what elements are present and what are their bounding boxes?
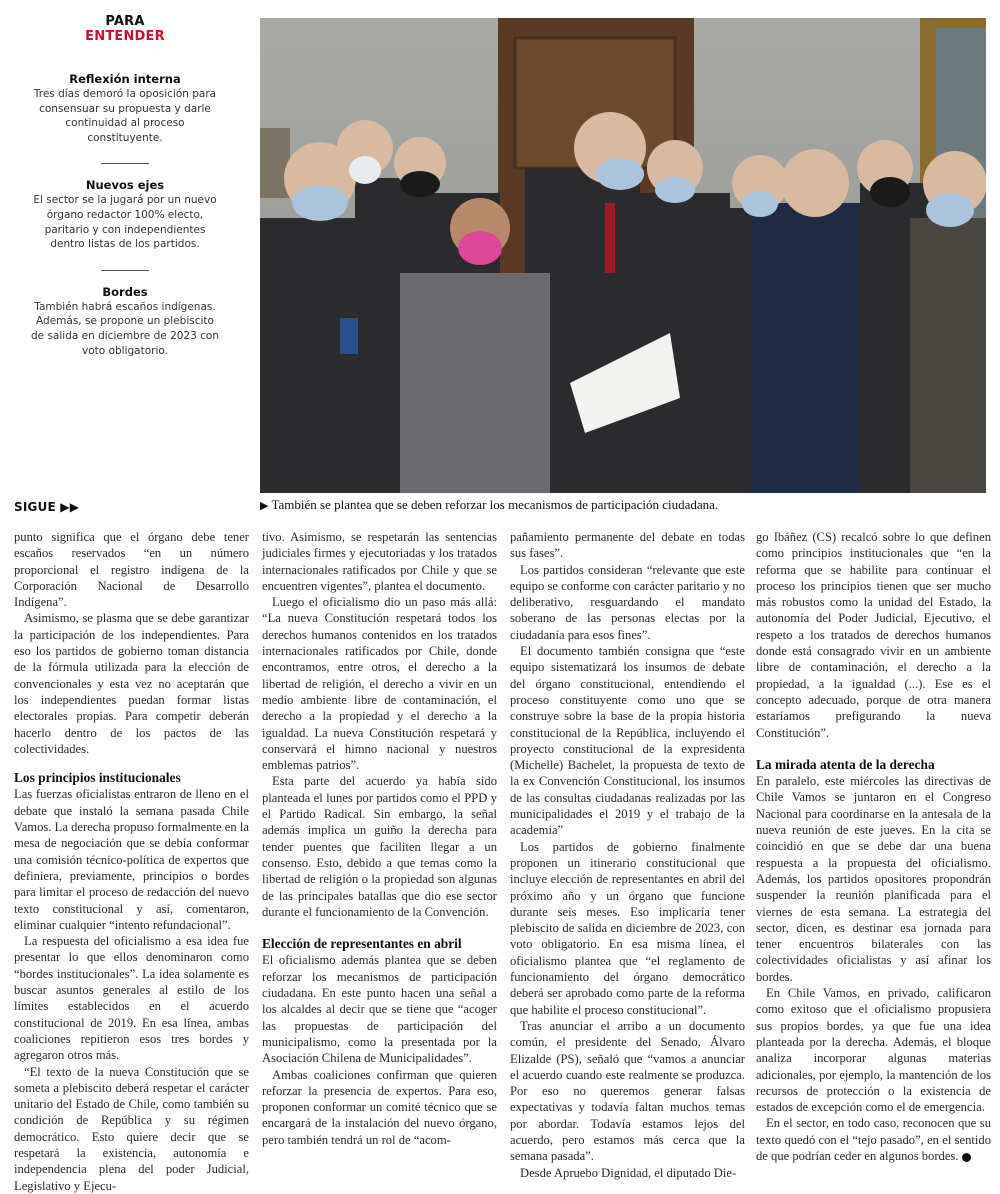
article-column-4	[756, 529, 991, 1164]
paragraph: En Chile Vamos, en privado, calificaron como exitoso que el oficialismo propusiera sus propios bordes, ya que fue una idea planteada por la derecha. Además, el bloque analiza incorporar algunas materias adicionales, por ejemplo, la mantención de los recursos de protección o la existencia de estados de excepción como el de emergencia.	[756, 986, 991, 1115]
article-column-3	[510, 529, 745, 1181]
kicker-entender: ENTENDER	[85, 29, 165, 44]
divider	[101, 163, 149, 164]
article-column-2	[262, 529, 497, 1148]
end-of-article-icon	[962, 1153, 971, 1162]
paragraph: Ambas coaliciones confirman que quieren reforzar la presencia de expertos. Para eso, proponen conformar un comité técnico que se encargará de la instalación del nuevo órgano, pero también tendrá un rol de “acom-	[262, 1067, 497, 1147]
paragraph-text: En el sector, en todo caso, reconocen que su texto quedó con el “tejo pasado”, en el sentido de que podrían ceder en algunos bordes.	[756, 1116, 991, 1163]
paragraph: tivo. Asimismo, se respetarán las sentencias judiciales firmes y ejecutoriadas y los tratados internacionales ratificados por Chile y que se encuentren vigentes”, plantea el documento.	[262, 530, 497, 593]
triangle-right-icon: ▶	[260, 500, 269, 512]
sidebar-item	[30, 285, 220, 358]
subheading: La mirada atenta de la derecha	[756, 756, 935, 772]
paragraph: Los partidos de gobierno finalmente proponen un itinerario constitucional que incluye elección de representantes en abril del próximo año y un órgano que funcione durante seis meses. Eso implicaría tener plebiscito de salida en diciembre de 2023, con voto obligatorio. En esa misma línea, el oficialismo plantea que “el reglamento de funcionamiento del órgano democrático deberá ser aprobado como parte de la reforma que habilite el proceso constitucional”.	[510, 839, 745, 1017]
paragraph: La respuesta del oficialismo a esa idea fue presentar lo que ellos denominaron como “bordes institucionales”. La idea solamente es buscar asuntos generales al estilo de los límites establecidos en el acuerdo constitucional de 2019. En esa línea, ambas coaliciones repitieron esos tres bordes y agregaron otros más.	[14, 934, 249, 1063]
paragraph: Luego el oficialismo dio un paso más allá: “La nueva Constitución respetará todos los derechos humanos contenidos en los tratados internacionales ratificados por Chile, donde encontramos, entre otros, el derecho a la libertad de religión, el derecho a vivir en un medio ambiente libre de contaminación, el derecho a la propiedad y el derecho a la igualdad. La nueva Constitución respetará y conservará el himno nacional y nuestros emblemas patrios”.	[262, 595, 497, 773]
sidebar-item-text: También habrá escaños indígenas. Además, se propone un plebiscito de salida en diciembre de 2023 con voto obligatorio.	[31, 300, 219, 357]
para-entender-sidebar	[0, 14, 250, 358]
sidebar-item	[30, 178, 220, 251]
paragraph: El oficialismo además plantea que se deben reforzar los mecanismos de participación ciudadana. En este punto hacen una señal a los alcaldes al decir que se tiene que “acoger las propuestas de participación del municipalismo, como la presentada por la Asociación Chilena de Municipalidades”.	[262, 953, 497, 1066]
paragraph: Esta parte del acuerdo ya había sido planteada el lunes por partidos como el PPD y el Partido Radical. Sin embargo, la señal además implica un guiño la derecha para tender puentes que faciliten llegar a un consenso. Esto, debido a que temas como la libertad de religión o la propiedad son algunas de las principales batallas que dio ese sector durante el funcionamiento de la Convención.	[262, 774, 497, 919]
sidebar-item	[30, 72, 220, 145]
subheading: Los principios institucionales	[14, 770, 181, 786]
news-photo	[260, 18, 986, 493]
divider	[101, 270, 149, 271]
paragraph: “El texto de la nueva Constitución que se someta a plebiscito deberá respetar el carácter unitario del Estado de Chile, como también su condición de República y su régimen democrático. Esto quiere decir que se respetará la existencia, autonomía e independencia plena del poder Judicial, Legislativo y Ejecu-	[14, 1064, 249, 1193]
paragraph: go Ibáñez (CS) recalcó sobre lo que definen como principios institucionales que “en la reforma que se habilite para continuar el proceso los principios tienen que ser mucho más robustos como la unidad del Estado, la autonomía del Poder Judicial, Ejecutivo, el respeto a los tratados de derechos humanos donde está consagrado vivir en un ambiente libre de contaminación, el derecho a la propiedad, a la igualdad (...). Ese es el concepto adecuado, porque de otra manera estaríamos prefigurando la nueva Constitución”.	[756, 530, 991, 740]
article-column-1	[14, 529, 249, 1194]
continue-marker: SIGUE ▶▶	[14, 500, 80, 514]
paragraph: Asimismo, se plasma que se debe garantizar la participación de los independientes. Para eso los partidos de gobierno toman distancia de la fórmula utilizada para la elección de convencionales y esta vez no aceptarán que los independientes puedan formar listas electorales propias. Para competir deberán hacerlo dentro de los pactos de las colectividades.	[14, 611, 249, 756]
kicker-para: PARA	[105, 14, 145, 29]
subheading: Elección de representantes en abril	[262, 936, 462, 952]
paragraph	[756, 1115, 991, 1164]
paragraph: Las fuerzas oficialistas entraron de lleno en el debate que instaló la semana pasada Chile Vamos. La derecha propuso formalmente en la mesa de negociación que se debía conformar una comisión técnico-política de expertos que definiera, previamente, principios o bordes para limitar el proceso de redacción del nuevo texto constitucional y así, comentaron, eliminar cualquier “intento refundacional”.	[14, 787, 249, 932]
sidebar-item-text: Tres días demoró la oposición para consensuar su propuesta y darle continuidad al proceso constituyente.	[33, 88, 217, 144]
paragraph: En paralelo, este miércoles las directivas de Chile Vamos se juntaron en el Congreso Nacional para coordinarse en la antesala de la nueva reunión de este jueves. En la cita se coincidió en que se debe dar una buena respuesta a la propuesta del oficialismo. Además, los partidos opositores propondrán suspender la reunión planificada para el viernes de esta semana. La estrategia del sector, dicen, es destinar esa jornada para tener encuentros bilaterales con las colectividades oficialistas y así afinar los bordes.	[756, 774, 991, 984]
sidebar-item-title: Reflexión interna	[69, 72, 181, 86]
paragraph: Los partidos consideran “relevante que este equipo se conforme con carácter paritario y no deliberativo, resguardando el mandato soberano de las personas electas por la ciudadanía para esos fines”.	[510, 562, 745, 642]
photo-illustration	[260, 18, 986, 493]
sidebar-item-text: El sector se la jugará por un nuevo órgano redactor 100% electo, paritario y con independientes dentro listas de los partidos.	[33, 194, 217, 251]
paragraph: Tras anunciar el arribo a un documento común, el presidente del Senado, Álvaro Elizalde (PS), señaló que “vamos a anunciar el acuerdo cuando este realmente se produzca. Por eso no queremos generar falsas expectativas y todavía faltan muchos temas por abordar. Todavía estamos lejos del acuerdo, pero estamos más cerca que la semana pasada”.	[510, 1018, 745, 1164]
sidebar-item-title: Bordes	[102, 284, 148, 299]
photo-caption	[260, 497, 718, 513]
paragraph: punto significa que el órgano debe tener escaños reservados “en un número proporcional el registro indígena de la Corporación Nacional de Desarrollo Indígena”.	[14, 530, 249, 610]
sidebar-item-title: Nuevos ejes	[85, 178, 165, 193]
paragraph: Desde Apruebo Dignidad, el diputado Die-	[520, 1165, 737, 1180]
paragraph: pañamiento permanente del debate en todas sus fases”.	[510, 530, 745, 561]
paragraph: El documento también consigna que “este equipo sistematizará los insumos de debate del órgano constitucional, entendiendo el proceso constituyente como uno que se construye sobre la base de la propia historia constitucional de la República, incluyendo el proyecto constitucional de la expresidenta (Michelle) Bachelet, la propuesta de texto de la ex Convención Constitucional, los insumos de las consultas ciudadanas realizadas por las municipalidades el 2019 y el trabajo de la academia”	[510, 644, 745, 838]
caption-text: También se plantea que se deben reforzar los mecanismos de participación ciudadana.	[271, 497, 719, 512]
